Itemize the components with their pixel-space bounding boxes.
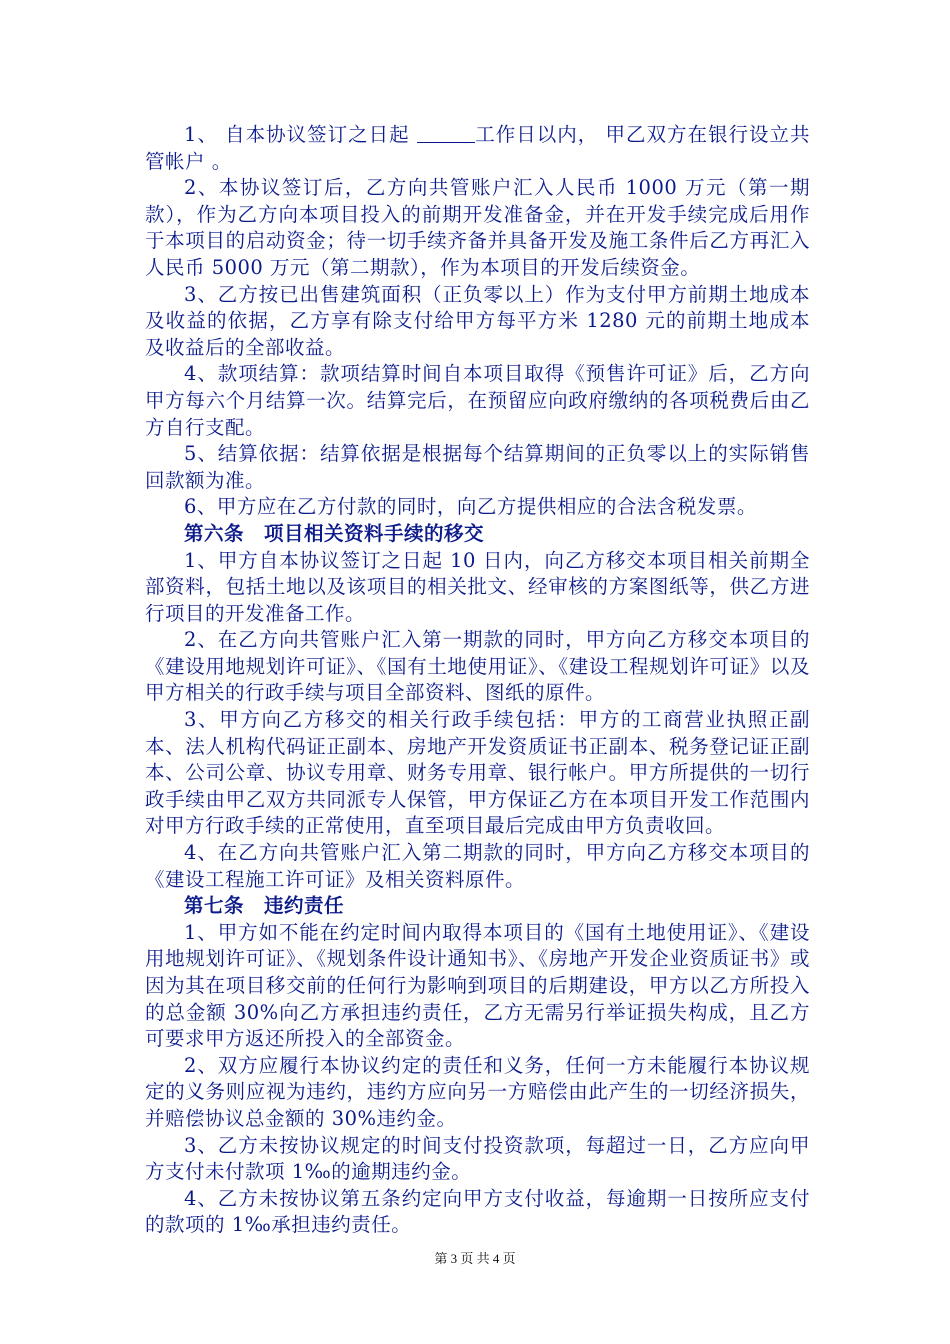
- page-number-footer: 第 3 页 共 4 页: [434, 1251, 516, 1266]
- paragraph: [145, 122, 810, 175]
- document-body: [145, 122, 810, 1239]
- paragraph: 6、甲方应在乙方付款的同时，向乙方提供相应的合法含税发票。: [184, 495, 757, 519]
- paragraph-text: 1、 自本协议签订之日起: [184, 123, 417, 146]
- paragraph-text: 工作日以内， 甲乙双方在银行设立共管帐户 。: [145, 123, 810, 173]
- section-heading: 第六条 项目相关资料手续的移交: [184, 521, 485, 545]
- paragraph: 4、乙方未按协议第五条约定向甲方支付收益，每逾期一日按所应支付的款项的 1‰承担违约责任。: [145, 1186, 810, 1237]
- paragraph: 5、结算依据：结算依据是根据每个结算期间的正负零以上的实际销售回款额为准。: [145, 442, 810, 492]
- paragraph: 2、本协议签订后，乙方向共管账户汇入人民币 1000 万元（第一期款），作为乙方向本项目投入的前期开发准备金，并在开发手续完成后用作于本项目的启动资金；待一切手续齐备并具备开发及施工条件后乙方再汇入人民币 5000 万元（第二期款），作为本项目的开发后续资金。: [145, 176, 810, 279]
- paragraph: 1、甲方如不能在约定时间内取得本项目的《国有土地使用证》、《建设用地规划许可证》、《规划条件设计通知书》、《房地产开发企业资质证书》或因为其在项目移交前的任何行为影响到项目的后期建设，甲方以乙方所投入的总金额 30%向乙方承担违约责任，乙方无需另行举证损失构成，且乙方可要求甲方返还所投入的全部资金。: [145, 920, 810, 1051]
- paragraph: 2、双方应履行本协议约定的责任和义务，任何一方未能履行本协议规定的义务则应视为违约，违约方应向另一方赔偿由此产生的一切经济损失，并赔偿协议总金额的 30%违约金。: [145, 1053, 810, 1130]
- paragraph: 3、甲方向乙方移交的相关行政手续包括：甲方的工商营业执照正副本、法人机构代码证正副本、房地产开发资质证书正副本、税务登记证正副本、公司公章、协议专用章、财务专用章、银行帐户。甲方所提供的一切行政手续由甲乙双方共同派专人保管，甲方保证乙方在本项目开发工作范围内对甲方行政手续的正常使用，直至项目最后完成由甲方负责收回。: [145, 708, 810, 838]
- paragraph: 1、甲方自本协议签订之日起 10 日内，向乙方移交本项目相关前期全部资料，包括土地以及该项目的相关批文、经审核的方案图纸等，供乙方进行项目的开发准备工作。: [145, 548, 810, 625]
- fill-in-blank: [417, 124, 475, 143]
- paragraph: 2、在乙方向共管账户汇入第一期款的同时，甲方向乙方移交本项目的《建设用地规划许可证》、《国有土地使用证》、《建设工程规划许可证》以及甲方相关的行政手续与项目全部资料、图纸的原件。: [145, 628, 810, 705]
- paragraph: 4、款项结算：款项结算时间自本项目取得《预售许可证》后，乙方向甲方每六个月结算一次。结算完后，在预留应向政府缴纳的各项税费后由乙方自行支配。: [145, 362, 810, 439]
- paragraph: 3、乙方未按协议规定的时间支付投资款项，每超过一日，乙方应向甲方支付未付款项 1‰的逾期违约金。: [145, 1133, 810, 1184]
- paragraph: 3、乙方按已出售建筑面积（正负零以上）作为支付甲方前期土地成本及收益的依据，乙方享有除支付给甲方每平方米 1280 元的前期土地成本及收益后的全部收益。: [145, 282, 810, 359]
- paragraph: 4、在乙方向共管账户汇入第二期款的同时，甲方向乙方移交本项目的《建设工程施工许可证》及相关资料原件。: [145, 841, 810, 891]
- section-heading: 第七条 违约责任: [184, 894, 345, 918]
